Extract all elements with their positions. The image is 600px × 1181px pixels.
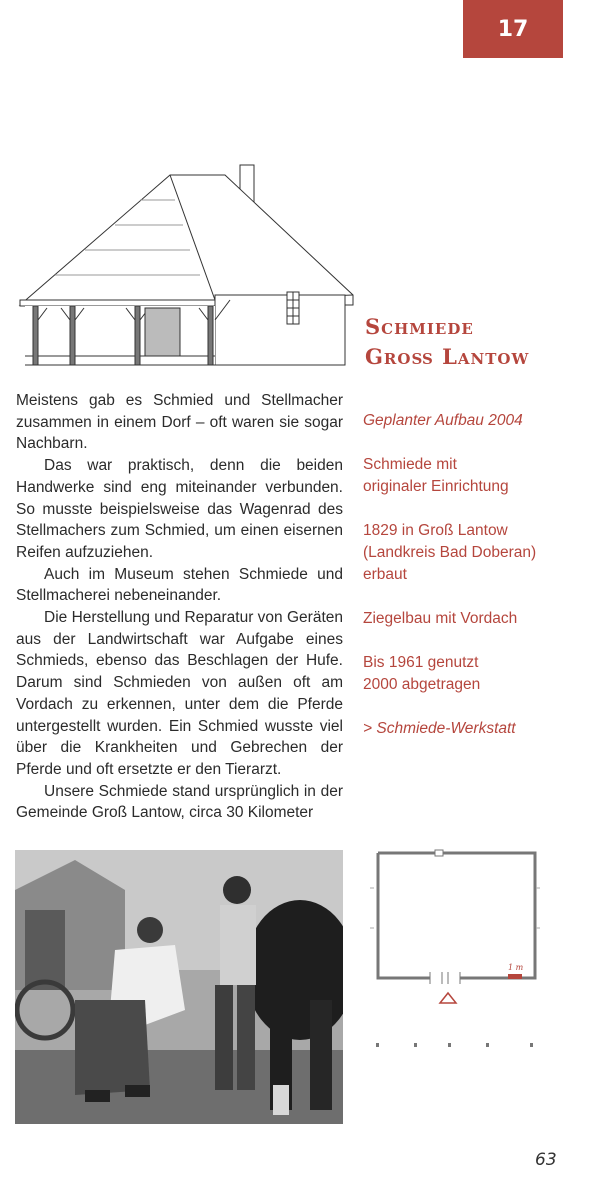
workshop-link[interactable]: > Schmiede-Werkstatt xyxy=(363,720,516,737)
paragraph: Meistens gab es Schmied und Stellmacher zusammen in einem Dorf – oft waren sie sogar Nachbarn. xyxy=(16,392,343,453)
facility-note xyxy=(363,454,593,498)
built-note xyxy=(363,520,593,586)
plan-scale-label: 1 m xyxy=(508,963,524,972)
page-number: 63 xyxy=(535,1150,557,1170)
usage-note xyxy=(363,652,593,696)
facility-line-1: Schmiede mit xyxy=(363,456,457,473)
built-line-1: 1829 in Groß Lantow xyxy=(363,522,508,539)
blacksmith-horse-photo xyxy=(15,850,343,1124)
paragraph: Auch im Museum stehen Schmiede und Stellmacherei nebeneinander. xyxy=(16,565,343,605)
chapter-number-tab xyxy=(463,0,563,58)
fact-sidebar xyxy=(363,410,593,762)
body-text xyxy=(16,390,343,824)
paragraph: Unsere Schmiede stand ursprünglich in der Gemeinde Groß Lantow, circa 30 Kilometer xyxy=(16,782,343,822)
construction-note: Ziegelbau mit Vordach xyxy=(363,610,518,627)
title-line-1: Schmiede xyxy=(365,314,474,339)
built-line-3: erbaut xyxy=(363,566,407,583)
floor-plan xyxy=(370,848,540,1053)
page-title xyxy=(365,312,595,372)
planned-note: Geplanter Aufbau 2004 xyxy=(363,412,523,429)
facility-line-2: originaler Einrichtung xyxy=(363,478,509,495)
used-line-2: 2000 abgetragen xyxy=(363,676,481,693)
paragraph: Das war praktisch, denn die beiden Handwerke sind eng miteinander verbunden. So musste beispielsweise das Wagenrad des Stellmachers zum Schmied, um einen eisernen Reifen aufzuziehen. xyxy=(16,457,343,561)
used-line-1: Bis 1961 genutzt xyxy=(363,654,479,671)
house-drawing xyxy=(15,160,360,375)
title-line-2: Groß Lantow xyxy=(365,344,530,369)
chapter-number: 17 xyxy=(497,16,529,42)
paragraph: Die Herstellung und Reparatur von Geräten aus der Landwirtschaft war Aufgabe eines Schmieds, ebenso das Beschlagen der Hufe. Darum sind Schmieden von außen oft am Vordach zu erkennen, unter dem die Pferde untergestellt wurden. Ein Schmied wusste viel über die Krankheiten und Gebrechen der Pferde und oft ersetzte er den Tierarzt. xyxy=(16,609,343,778)
built-line-2: (Landkreis Bad Doberan) xyxy=(363,544,537,561)
